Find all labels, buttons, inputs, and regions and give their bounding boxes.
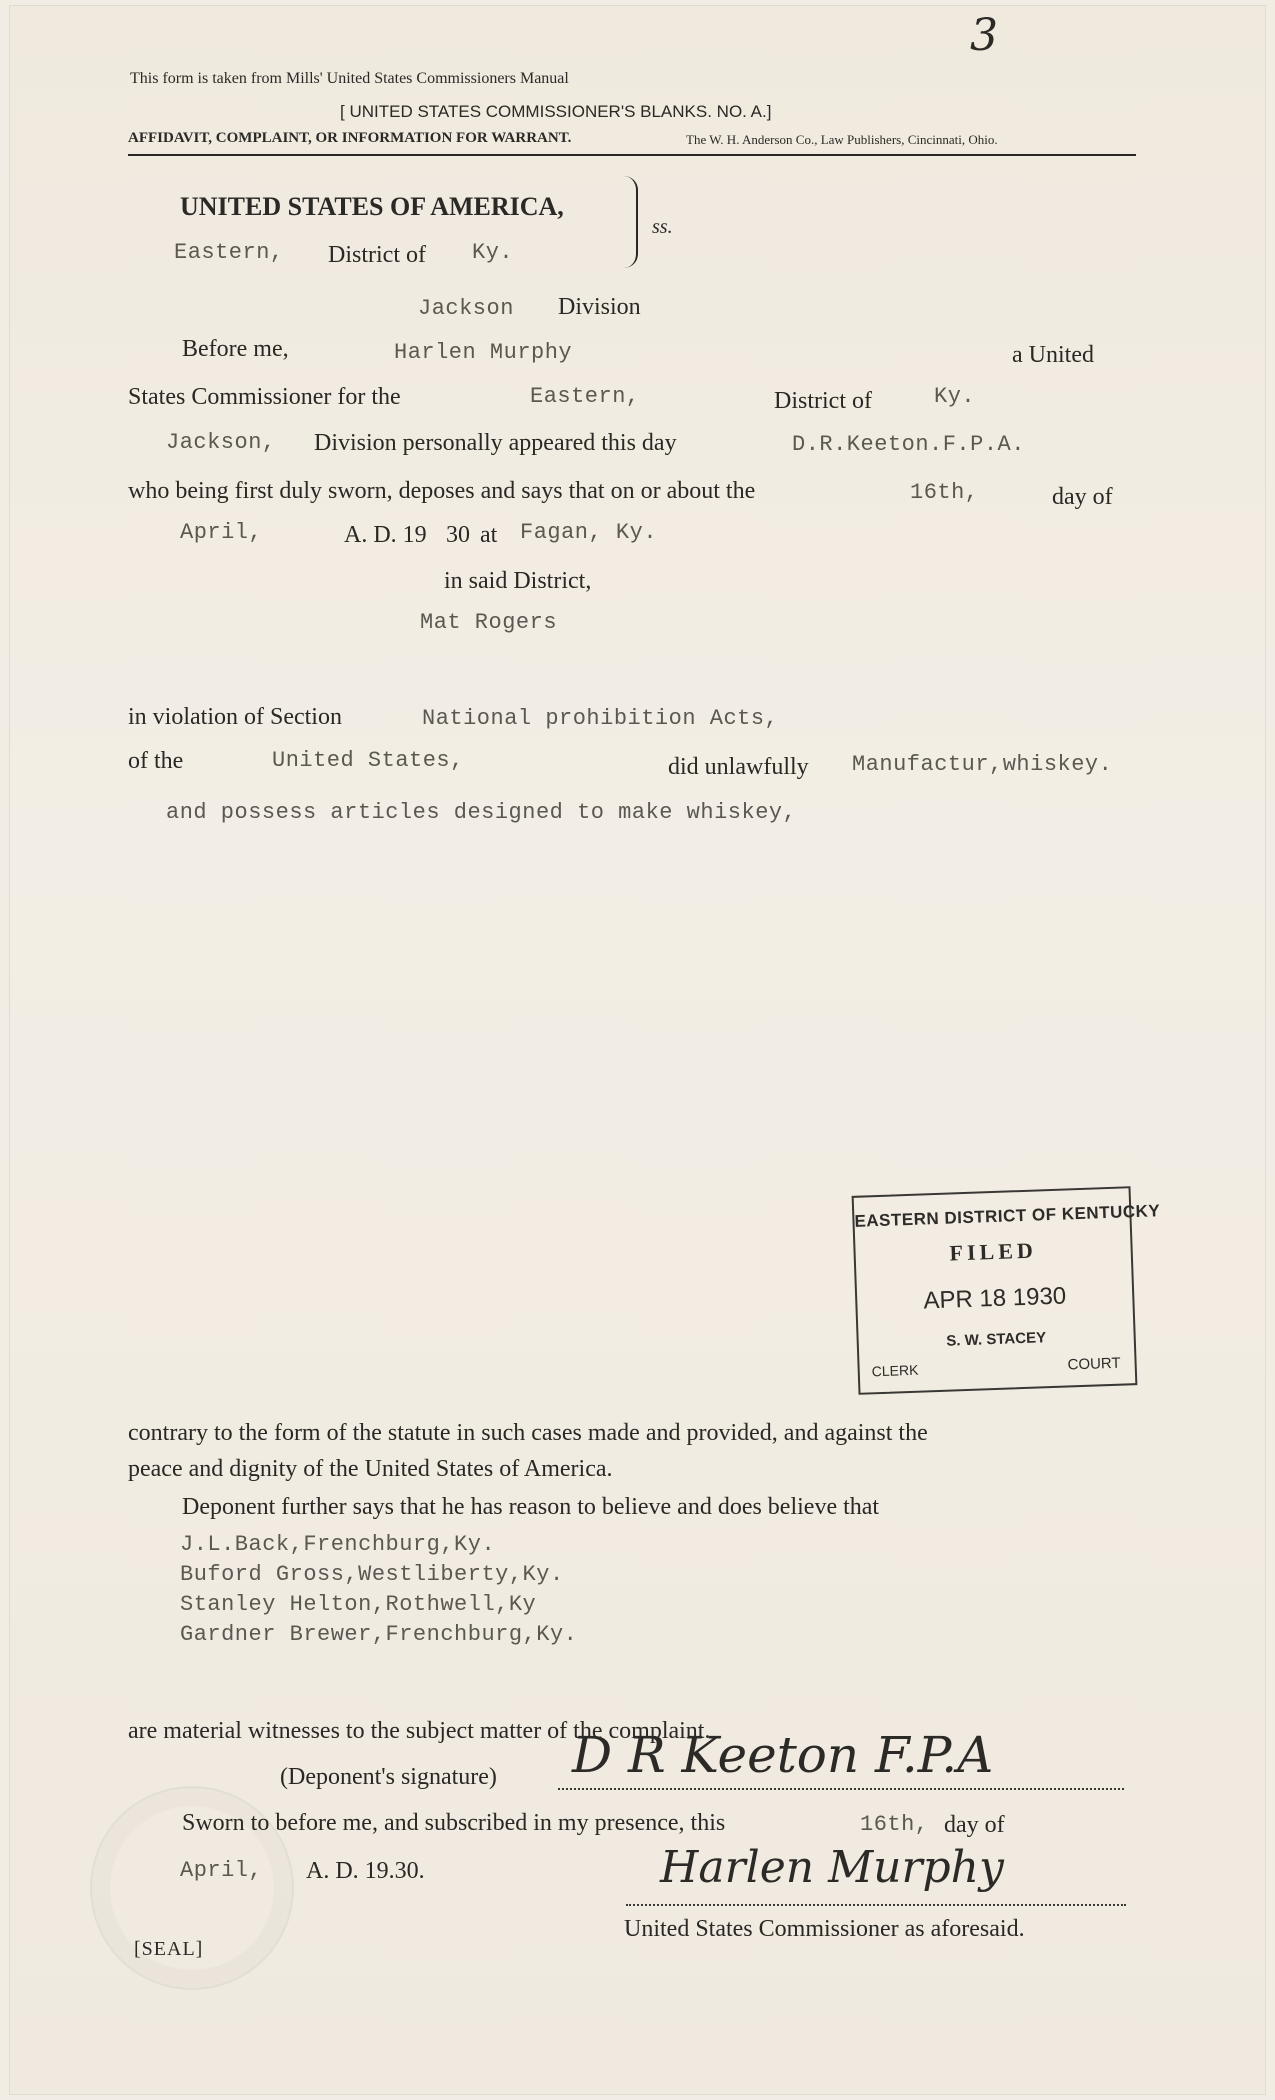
- sworn-day: 16th,: [860, 1812, 929, 1837]
- sworn-before-line: Sworn to before me, and subscribed in my presence, this: [182, 1810, 726, 1836]
- stamp-filed: FILED: [949, 1237, 1038, 1266]
- commissioner-name: Harlen Murphy: [394, 340, 573, 365]
- at-label: at: [480, 522, 498, 548]
- contrary-line-2: peace and dignity of the United States of America.: [128, 1456, 613, 1482]
- sworn-day-of-label: day of: [944, 1812, 1005, 1838]
- states-commissioner-label: States Commissioner for the: [128, 384, 401, 410]
- blanks-title: [ UNITED STATES COMMISSIONER'S BLANKS. NO. A.]: [340, 102, 772, 121]
- caption-division-name: Jackson: [418, 296, 514, 321]
- offense-year: 30: [446, 522, 470, 548]
- commissioner-signature-line: [626, 1904, 1126, 1906]
- header-rule: [128, 154, 1136, 156]
- body-state: Ky.: [934, 384, 976, 409]
- stamp-district: EASTERN DISTRICT OF KENTUCKY: [854, 1201, 1161, 1231]
- sworn-year: A. D. 19.30.: [306, 1858, 425, 1884]
- ad-label: A. D. 19: [344, 522, 427, 548]
- body-district: Eastern,: [530, 384, 640, 409]
- offense-month: April,: [180, 520, 263, 545]
- stamp-date: APR 18 1930: [922, 1282, 1067, 1315]
- caption-district-name: Eastern,: [174, 240, 284, 265]
- stamp-clerk-label: CLERK: [871, 1361, 919, 1380]
- caption-division-label: Division: [558, 294, 641, 320]
- offense-place: Fagan, Ky.: [520, 520, 658, 545]
- believe-line: Deponent further says that he has reason to believe and does believe that: [182, 1494, 880, 1520]
- sworn-month: April,: [180, 1858, 263, 1883]
- before-me-label: Before me,: [182, 336, 289, 362]
- publisher: The W. H. Anderson Co., Law Publishers, Cincinnati, Ohio.: [686, 132, 998, 147]
- caption-district-label: District of: [328, 242, 426, 268]
- caption-ss: ss.: [652, 216, 673, 238]
- witness-1: J.L.Back,Frenchburg,Ky.: [180, 1532, 496, 1557]
- of-the-label: of the: [128, 748, 184, 774]
- in-said-district: in said District,: [444, 568, 592, 594]
- offense-line-2: and possess articles designed to make whiskey,: [166, 800, 797, 825]
- witness-3: Stanley Helton,Rothwell,Ky: [180, 1592, 537, 1617]
- deponent-name: D.R.Keeton.F.P.A.: [792, 432, 1025, 457]
- form-title: AFFIDAVIT, COMPLAINT, OR INFORMATION FOR WARRANT.: [128, 130, 572, 146]
- day-of-label: day of: [1052, 484, 1113, 510]
- offense-day: 16th,: [910, 480, 979, 505]
- body-division: Jackson,: [166, 430, 276, 455]
- commissioner-label: United States Commissioner as aforesaid.: [624, 1916, 1025, 1942]
- deponent-signature-line: [558, 1788, 1124, 1790]
- seal-label: [SEAL]: [134, 1938, 204, 1960]
- caption-brace: [622, 176, 638, 268]
- jurisdiction: United States,: [272, 748, 464, 773]
- stamp-court: COURT: [1067, 1354, 1121, 1374]
- did-unlawfully-label: did unlawfully: [668, 754, 809, 780]
- affidavit-page: [10, 6, 1265, 2094]
- defendant-name: Mat Rogers: [420, 610, 558, 635]
- form-source-line: This form is taken from Mills' United States Commissioners Manual: [130, 70, 569, 87]
- filed-stamp: [852, 1186, 1161, 1395]
- caption-state: Ky.: [472, 240, 514, 265]
- stamp-clerk: S. W. STACEY: [946, 1329, 1047, 1350]
- witness-4: Gardner Brewer,Frenchburg,Ky.: [180, 1622, 578, 1647]
- a-united-label: a United: [1012, 342, 1094, 368]
- appeared-label: Division personally appeared this day: [314, 430, 677, 456]
- violation-label: in violation of Section: [128, 704, 342, 730]
- district-of-label: District of: [774, 388, 872, 414]
- offense-line-1: Manufactur,whiskey.: [852, 752, 1113, 777]
- sworn-text: who being first duly sworn, deposes and says that on or about the: [128, 478, 756, 504]
- deponent-signature: D R Keeton F.P.A: [572, 1726, 994, 1784]
- page-number: 3: [970, 10, 998, 61]
- caption-country: UNITED STATES OF AMERICA,: [180, 192, 564, 221]
- material-witnesses-line: are material witnesses to the subject matter of the complaint.: [128, 1718, 711, 1744]
- commissioner-signature: Harlen Murphy: [660, 1842, 1004, 1893]
- violation-section: National prohibition Acts,: [422, 706, 779, 731]
- deponent-signature-label: (Deponent's signature): [280, 1764, 497, 1790]
- contrary-line-1: contrary to the form of the statute in such cases made and provided, and against the: [128, 1420, 928, 1446]
- witness-2: Buford Gross,Westliberty,Ky.: [180, 1562, 564, 1587]
